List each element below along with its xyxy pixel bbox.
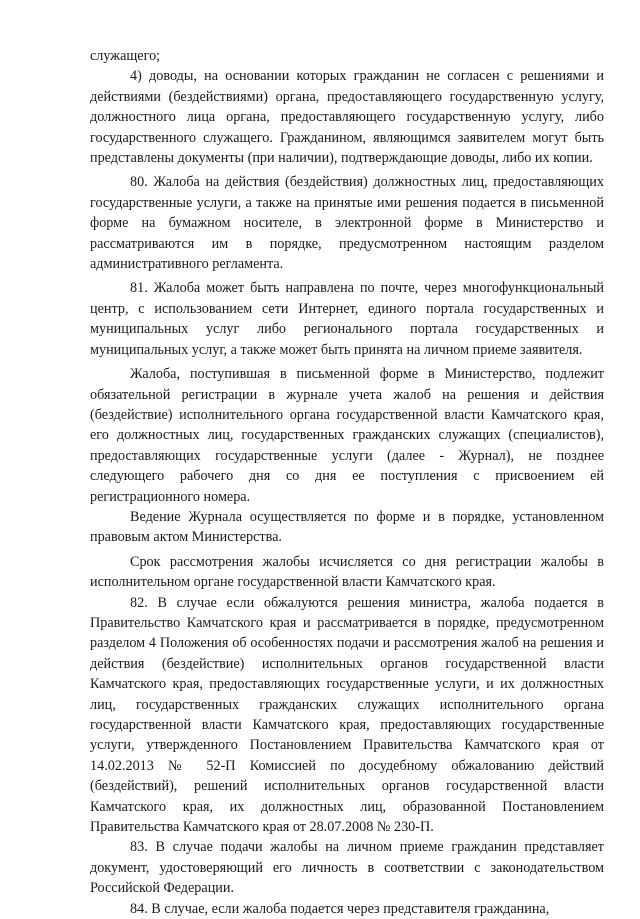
paragraph-80: 80. Жалоба на действия (бездействия) должностных лиц, предоставляющих государственные услуги, а также на принятые ими решения подается в письменной форме на бумажном носителе, в электронной форме в Министерство и рассматриваются им в порядке, предусмотренном настоящим разделом административного регламента.	[90, 174, 604, 273]
paragraph-81: 81. Жалоба может быть направлена по почте, через многофункциональный центр, с использованием сети Интернет, единого портала государственных и муниципальных услуг либо регионального портала государственных и муниципальных услуг, а также может быть принята на личном приеме заявителя.	[90, 280, 604, 358]
paragraph-registration: Жалоба, поступившая в письменной форме в Министерство, подлежит обязательной регистрации в журнале учета жалоб на решения и действия (бездействие) исполнительного органа государственной власти Камчатского края, его должностных лиц, государственных гражданских служащих (специалистов), предоставляющих государственные услуги (далее - Журнал), не позднее следующего рабочего дня со дня ее поступления с присвоением ей регистрационного номера.	[90, 366, 604, 505]
paragraph-item-4: 4) доводы, на основании которых гражданин не согласен с решениями и действиями (бездействиями) органа, предоставляющего государственную услугу, должностного лица органа, предоставляющего государственную услугу, либо государственного служащего. Гражданином, являющимся заявителем могут быть представлены документы (при наличии), подтверждающие доводы, либо их копии.	[90, 68, 604, 167]
paragraph-journal: Ведение Журнала осуществляется по форме и в порядке, установленном правовым актом Министерства.	[90, 508, 604, 546]
paragraph-82: 82. В случае если обжалуются решения министра, жалоба подается в Правительство Камчатского края и рассматривается в порядке, предусмотренном разделом 4 Положения об особенностях подачи и рассмотрения жалоб на решения и действия (бездействие) исполнительных органов государственной власти Камчатского края, предоставляющих государственные услуги, и их должностных лиц, государственных гражданских служащих исполнительного органа государственной власти Камчатского края, предоставляющих государственные услуги, утвержденного Постановлением Правительства Камчатского края от 14.02.2013 № 52-П Комиссией по досудебному обжалованию действий (бездействий), решений исполнительных органов государственной власти Камчатского края, их должностных лиц, образованной Постановлением Правительства Камчатского края от 28.07.2008 № 230-П.	[90, 594, 604, 836]
paragraph-continuation: служащего;	[90, 48, 161, 64]
paragraph-84: 84. В случае, если жалоба подается через представителя гражданина,	[130, 900, 550, 917]
paragraph-term: Срок рассмотрения жалобы исчисляется со дня регистрации жалобы в исполнительном органе государственной власти Камчатского края.	[90, 553, 604, 591]
paragraph-83: 83. В случае подачи жалобы на личном приеме гражданин представляет документ, удостоверяющий его личность в соответствии с законодательством Российской Федерации.	[90, 839, 604, 897]
